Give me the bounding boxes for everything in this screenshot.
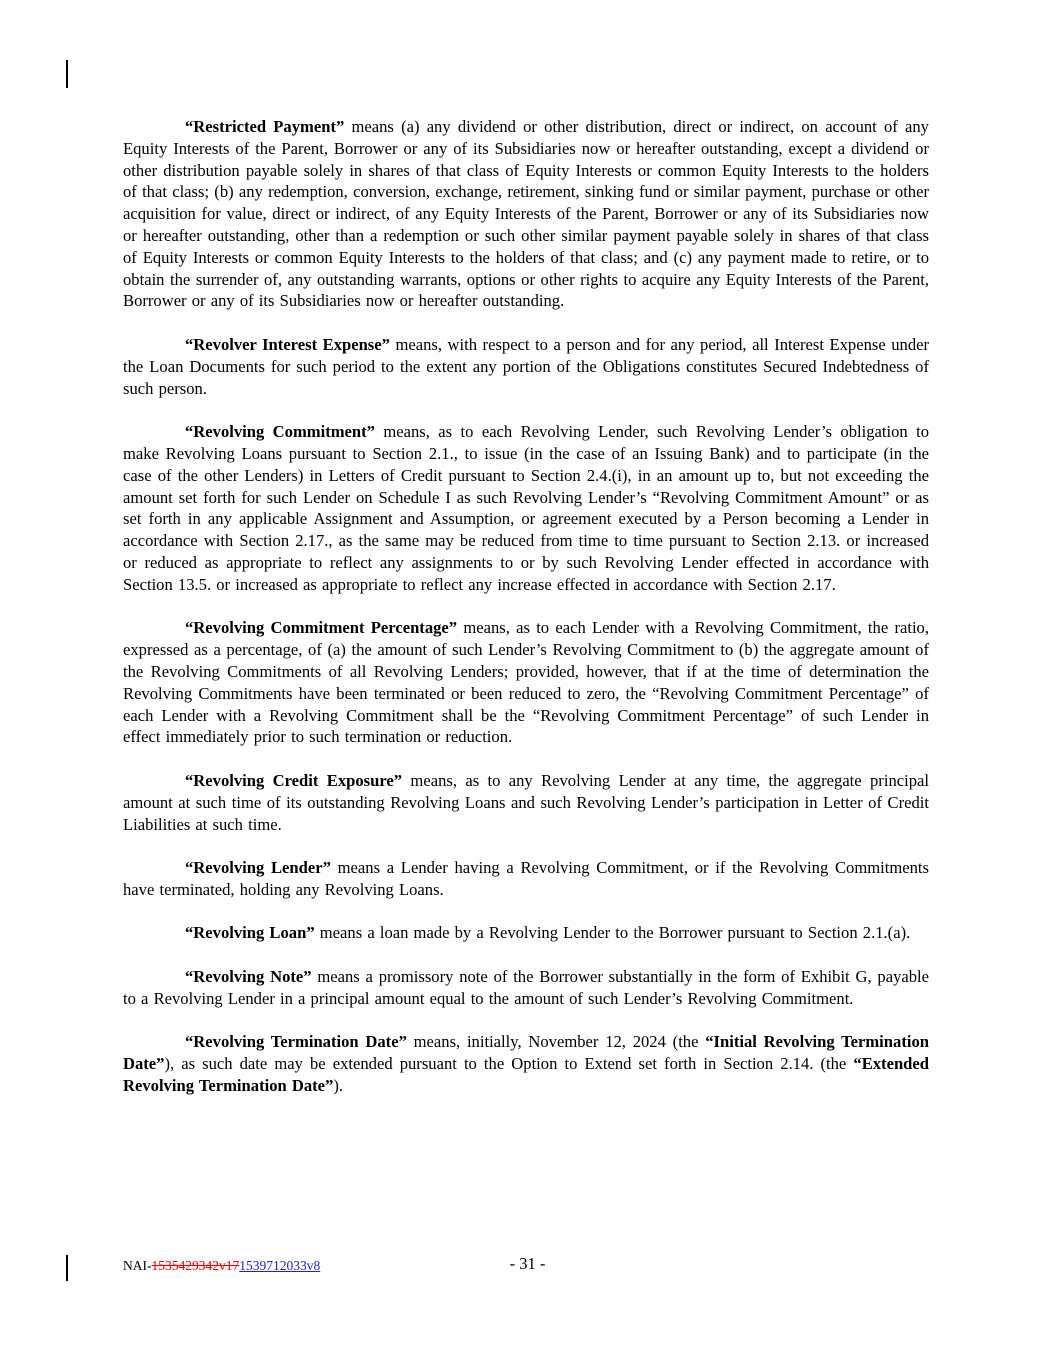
paragraph-revolving-note xyxy=(123,966,929,1010)
page-footer xyxy=(0,1254,1055,1284)
document-id-deleted: 1535429342v17 xyxy=(151,1258,240,1273)
revision-change-bar-2 xyxy=(66,1255,68,1281)
definition-text: means a promissory note of the Borrower substantially in the form of Exhibit G, payable to a Revolving Lender in a principal amount equal to the amount of such Lender’s Revolving Commitment. xyxy=(123,967,929,1008)
definitions-content xyxy=(123,116,929,1119)
defined-term: “Revolving Termination Date” xyxy=(185,1032,407,1052)
definition-text: means, with respect to a person and for any period, all Interest Expense under the Loan Documents for such period to the extent any portion of the Obligations constitutes Secured Indebtedness of such person. xyxy=(123,334,930,398)
paragraph-revolving-loan xyxy=(123,922,929,944)
defined-term: “Revolving Note” xyxy=(185,967,312,987)
paragraph-revolving-commitment-percentage xyxy=(123,617,929,748)
defined-term: “Revolving Credit Exposure” xyxy=(185,770,403,790)
paragraph-restricted-payment xyxy=(123,116,929,312)
definition-text: means, as to any Revolving Lender at any time, the aggregate principal amount at such time of its outstanding Revolving Loans and such Revolving Lender’s participation in Letter of Credit Liabilities at such time. xyxy=(123,770,929,834)
paragraph-revolving-credit-exposure xyxy=(123,770,929,835)
definition-text: means, initially, November 12, 2024 (the xyxy=(406,1032,706,1052)
paragraph-revolving-termination-date xyxy=(123,1031,929,1096)
definition-text: means (a) any dividend or other distribution, direct or indirect, on account of any Equity Interests of the Parent, Borrower or any of its Subsidiaries now or hereafter outstanding, except a dividend or other distribution payable solely in shares of that class of Equity Interests or common Equity Interests to the holders of that class; (b) any redemption, conversion, exchange, retirement, sinking fund or similar payment, purchase or other acquisition for value, direct or indirect, of any Equity Interests of the Parent, Borrower or any of its Subsidiaries now or hereafter outstanding, other than a redemption or such other similar payment payable solely in shares of that class of Equity Interests or common Equity Interests to the holders of that class; and (c) any payment made to retire, or to obtain the surrender of, any outstanding warrants, options or other rights to acquire any Equity Interests of the Parent, Borrower or any of its Subsidiaries now or hereafter outstanding. xyxy=(123,117,929,311)
defined-term: “Revolving Commitment Percentage” xyxy=(185,618,458,638)
defined-term: “Revolving Commitment” xyxy=(185,422,375,442)
definition-text: means, as to each Lender with a Revolving Commitment, the ratio, expressed as a percentage, of (a) the amount of such Lender’s Revolving Commitment to (b) the aggregate amount of the Revolving Commitments of all Revolving Lenders; provided, however, that if at the time of determination the Revolving Commitments have been terminated or been reduced to zero, the “Revolving Commitment Percentage” of each Lender with a Revolving Commitment shall be the “Revolving Commitment Percentage” of such Lender in effect immediately prior to such termination or reduction. xyxy=(123,618,930,747)
page-number: - 31 - xyxy=(509,1254,546,1273)
defined-term: “Revolving Loan” xyxy=(185,923,315,943)
paragraph-revolving-commitment xyxy=(123,421,929,595)
defined-term: “Revolver Interest Expense” xyxy=(185,334,390,354)
paragraph-revolver-interest-expense xyxy=(123,334,929,399)
paragraph-revolving-lender xyxy=(123,857,929,901)
revision-change-bar-1 xyxy=(66,60,68,88)
definition-text: means, as to each Revolving Lender, such Revolving Lender’s obligation to make Revolving Loans pursuant to Section 2.1., to issue (in the case of an Issuing Bank) and to participate (in the case of the other Lenders) in Letters of Credit pursuant to Section 2.4.(i), in an amount up to, but not exceeding the amount set forth for such Lender on Schedule I as such Revolving Lender’s “Revolving Commitment Amount” or as set forth in any applicable Assignment and Assumption, or agreement executed by a Person becoming a Lender in accordance with Section 2.17., as the same may be reduced from time to time pursuant to Section 2.13. or increased or reduced as appropriate to reflect any assignments to or by such Revolving Lender effected in accordance with Section 13.5. or increased as appropriate to reflect any increase effected in accordance with Section 2.17. xyxy=(123,422,930,594)
defined-term: “Restricted Payment” xyxy=(185,117,345,136)
definition-text: ). xyxy=(333,1076,344,1096)
definition-text: means a loan made by a Revolving Lender to the Borrower pursuant to Section 2.1.(a). xyxy=(314,923,911,943)
defined-term: “Revolving Lender” xyxy=(185,858,331,878)
defined-term: “Extended Revolving Termination Date” xyxy=(123,1054,929,1096)
definition-text: ), as such date may be extended pursuant to the Option to Extend set forth in Section 2.14. (the xyxy=(164,1054,854,1074)
document-id-inserted: 1539712033v8 xyxy=(239,1258,321,1273)
document-id-prefix: NAI- xyxy=(123,1258,152,1273)
defined-term: “Initial Revolving Termination Date” xyxy=(123,1032,929,1074)
definition-text: means a Lender having a Revolving Commitment, or if the Revolving Commitments have terminated, holding any Revolving Loans. xyxy=(123,858,929,899)
